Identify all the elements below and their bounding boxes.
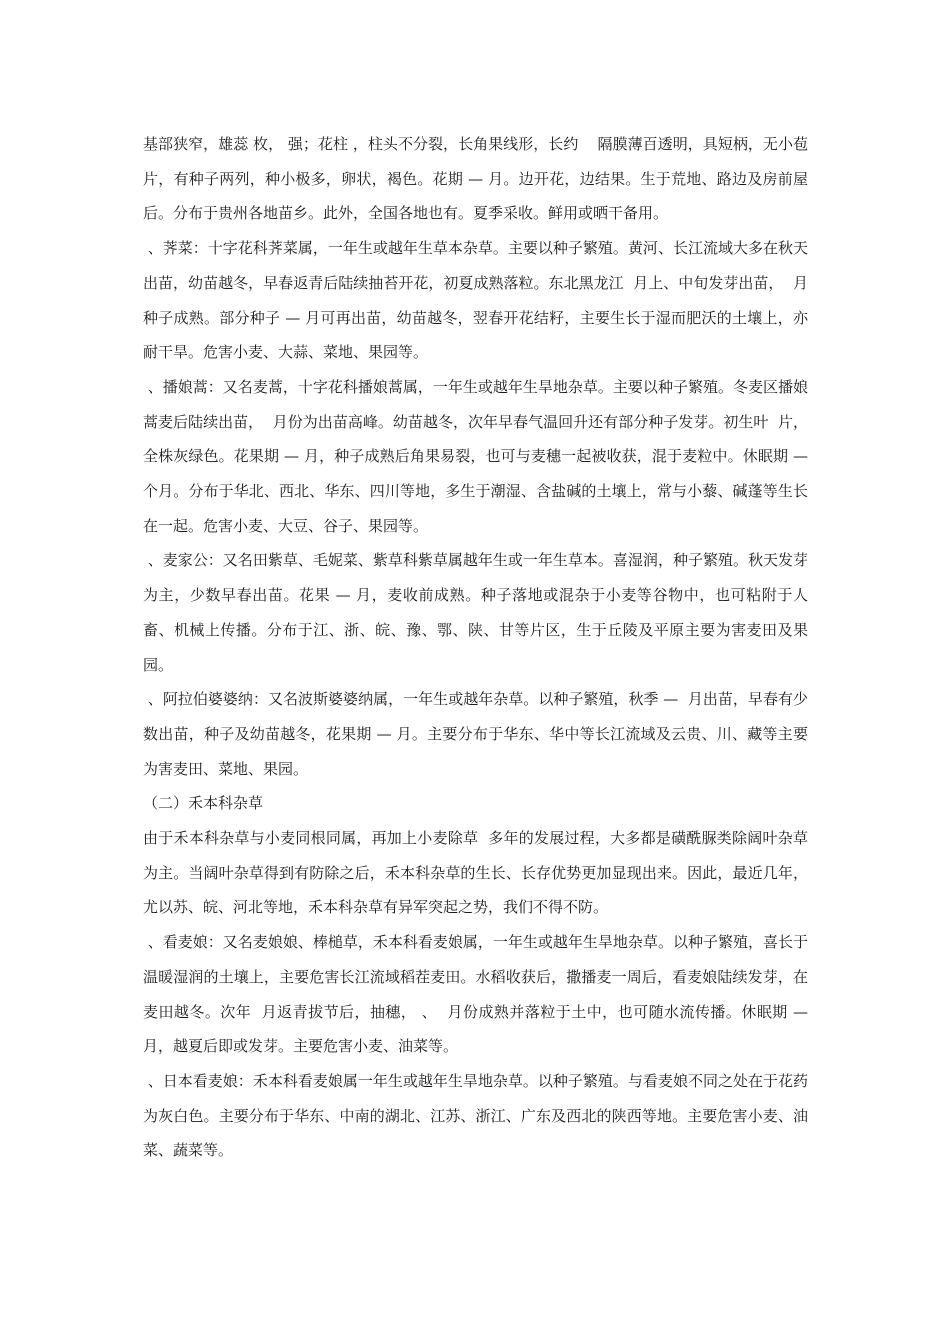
- paragraph-japanese-foxtail: 、日本看麦娘：禾本科看麦娘属一年生或越年生旱地杂草。以种子繁殖。与看麦娘不同之处在于花药为灰白色。主要分布于华东、中南的湖北、江苏、浙江、广东及西北的陕西等地。主要危害小麦、油菜、蔬菜等。: [143, 1071, 808, 1160]
- paragraph-grass-weeds-intro: 由于禾本科杂草与小麦同根同属，再加上小麦除草 多年的发展过程，大多都是磺酰脲类除阔叶杂草为主。当阔叶杂草得到有防除之后，禾本科杂草的生长、长存优势更加显现出来。因此，最近几年，尤以苏、皖、河北等地，禾本科杂草有异军突起之势，我们不得不防。: [143, 829, 808, 917]
- paragraph-capsella-description: 基部狭窄，雄蕊 枚， 强；花柱 ，柱头不分裂，长角果线形，长约 隔膜薄百透明，具短柄，无小苞片，有种子两列，种小极多，卵状，褐色。花期 — 月。边开花，边结果。生于荒地、路边及房前屋后。分布于贵州各地苗乡。此外，全国各地也有。夏季采收。鲜用或晒干备用。: [143, 135, 808, 223]
- paragraph-foxtail: 、看麦娘：又名麦娘娘、棒槌草，禾本科看麦娘属，一年生或越年生旱地杂草。以种子繁殖，喜长于温暖湿润的土壤上，主要危害长江流域稻茬麦田。水稻收获后，撒播麦一周后，看麦娘陆续发芽，在麦田越冬。次年 月返青拔节后，抽穗， 、 月份成熟并落粒于土中，也可随水流传播。休眠期 — 月，越夏后即或发芽。主要危害小麦、油菜等。: [143, 933, 813, 1056]
- document-body: [143, 127, 813, 1168]
- paragraph-flixweed: 、播娘蒿：又名麦蒿，十字花科播娘蒿属，一年生或越年生旱地杂草。主要以种子繁殖。冬麦区播娘蒿麦后陆续出苗， 月份为出苗高峰。幼苗越冬，次年早春气温回升还有部分种子发芽。初生叶 片，全株灰绿色。花果期 — 月，种子成熟后角果易裂，也可与麦穗一起被收获，混于麦粒中。休眠期 — 个月。分布于华北、西北、华东、四川等地，多生于潮湿、含盐碱的土壤上，常与小藜、碱蓬等生长在一起。危害小麦、大豆、谷子、果园等。: [143, 377, 813, 535]
- section-heading-grass-weeds: （二）禾本科杂草: [143, 794, 264, 813]
- paragraph-shepherds-purse: 、荠菜：十字花科荠菜属，一年生或越年生草本杂草。主要以种子繁殖。黄河、长江流域大多在秋天出苗，幼苗越冬，早春返青后陆续抽苔开花，初夏成熟落粒。东北黑龙江 月上、中旬发芽出苗， 月种子成熟。部分种子 — 月可再出苗，幼苗越冬，翌春开花结籽，主要生长于湿而肥沃的土壤上，亦耐干旱。危害小麦、大蒜、菜地、果园等。: [143, 239, 808, 362]
- paragraph-persian-speedwell: 、阿拉伯婆婆纳：又名波斯婆婆纳属，一年生或越年杂草。以种子繁殖，秋季 — 月出苗，早春有少数出苗，种子及幼苗越冬，花果期 — 月。主要分布于华东、华中等长江流域及云贵、川、藏等主要为害麦田、菜地、果园。: [143, 690, 808, 778]
- paragraph-corn-gromwell: 、麦家公：又名田紫草、毛妮菜、紫草科紫草属越年生或一年生草本。喜湿润，种子繁殖。秋天发芽为主，少数早春出苗。花果 — 月，麦收前成熟。种子落地或混杂于小麦等谷物中，也可粘附于人畜、机械上传播。分布于江、浙、皖、豫、鄂、陕、甘等片区，生于丘陵及平原主要为害麦田及果园。: [143, 551, 808, 674]
